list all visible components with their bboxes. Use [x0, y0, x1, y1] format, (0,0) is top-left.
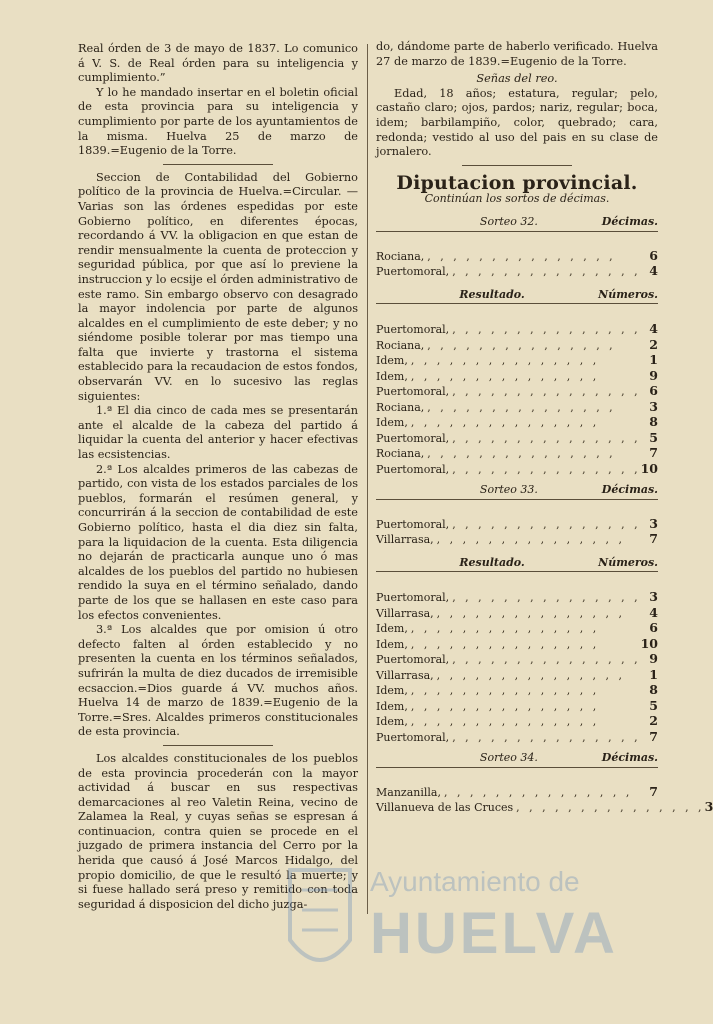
list-item-name: Puertomoral,	[376, 323, 450, 337]
list-item-name: Rociana,	[376, 447, 425, 461]
list-item	[376, 668, 658, 684]
list-item-name: Puertomoral,	[376, 591, 450, 605]
leader-dots: , , , , , , , , , , , , , , ,	[452, 385, 641, 399]
leader-dots: , , , , , , , , , , , , , , ,	[410, 699, 600, 713]
numeros-label: Números.	[598, 556, 658, 573]
list-item-name: Idem,	[376, 715, 408, 729]
right-column	[376, 40, 713, 816]
list-item-number: 2	[649, 336, 658, 352]
list-item	[376, 714, 658, 730]
list-item-number: 5	[649, 697, 658, 713]
diputacion-subtitle: Continúan los sortos de décimas.	[424, 192, 610, 206]
resultado-header	[376, 556, 658, 573]
leader-dots: , , , , , , , , , , , , , , ,	[410, 416, 600, 430]
leader-dots: , , , , , , , , , , , , , , ,	[410, 354, 600, 368]
leader-dots: , , , , , , , , , , , , , , ,	[410, 715, 600, 729]
separator-rule	[462, 165, 572, 166]
list-item	[376, 431, 658, 447]
decimas-label: Décimas.	[602, 751, 658, 768]
leader-dots: , , , , , , , , , , , , , , ,	[516, 801, 705, 815]
list-item-name: Idem,	[376, 416, 408, 430]
list-item	[376, 264, 658, 280]
list-item	[376, 785, 658, 801]
list-item-name: Villarrasa,	[376, 668, 434, 682]
spacer	[376, 308, 658, 322]
list-item	[376, 637, 658, 653]
diputacion-title: Diputacion provincial.	[396, 171, 638, 194]
paragraph-continuacion: do, dándome parte de haberlo verificado. Huelva 27 de marzo de 1839.=Eugenio de la Torre.	[376, 40, 658, 68]
separator-rule	[163, 164, 273, 165]
leader-dots: , , , , , , , , , , , , , , ,	[436, 668, 626, 682]
list-item-number: 2	[649, 713, 658, 729]
sorteo-header	[376, 751, 658, 768]
paragraph-senas: Edad, 18 años; estatura, regular; pelo, castaño claro; ojos, pardos; nariz, regular; boca, idem; barbilampiño, color, quebrado; cara, redonda; vestido al uso del pais en su clase de jornalero.	[376, 86, 658, 159]
list-item	[376, 322, 658, 338]
leader-dots: , , , , , , , , , , , , , , ,	[436, 606, 626, 620]
list-item	[376, 699, 658, 715]
list-item-number: 1	[649, 352, 658, 368]
list-item-number: 7	[649, 728, 658, 744]
column-divider	[367, 44, 368, 914]
list-item	[376, 532, 658, 548]
list-item-name: Idem,	[376, 369, 408, 383]
sorteos-container	[376, 214, 713, 816]
resultado-header	[376, 288, 658, 305]
list-item-number: 6	[649, 247, 658, 263]
list-item-number: 4	[649, 263, 658, 279]
list-item-name: Villarrasa,	[376, 533, 434, 547]
list-item	[376, 606, 658, 622]
spacer	[376, 771, 658, 785]
list-item-name: Puertomoral,	[376, 385, 450, 399]
decimas-label: Décimas.	[602, 483, 658, 500]
sorteo-header	[376, 483, 658, 500]
list-item-number: 1	[649, 666, 658, 682]
list-item	[376, 249, 658, 265]
list-item-name: Villarrasa,	[376, 606, 434, 620]
list-item-number: 3	[649, 589, 658, 605]
list-item-name: Villanueva de las Cruces	[376, 801, 514, 815]
list-item	[376, 590, 658, 606]
leader-dots: , , , , , , , , , , , , , , ,	[452, 591, 641, 605]
resultado-label: Resultado.	[376, 288, 598, 305]
list-item-number: 8	[649, 682, 658, 698]
list-item	[376, 446, 658, 462]
sorteo-title: Sorteo 33.	[376, 483, 602, 500]
list-item-number: 3	[704, 799, 713, 815]
leader-dots: , , , , , , , , , , , , , , ,	[410, 369, 600, 383]
list-item-number: 9	[649, 367, 658, 383]
decimas-label: Décimas.	[602, 215, 658, 232]
sorteo-header	[376, 215, 658, 232]
list-item	[376, 384, 658, 400]
leader-dots: , , , , , , , , , , , , , , ,	[452, 517, 641, 531]
paragraph-contabilidad: Seccion de Contabilidad del Gobierno político de la provincia de Huelva.=Circular. —Varias son las órdenes espedidas por este Gobierno político, en diferentes épocas, recordando á VV. la obligacion en que estan de rendir mensualmente la cuenta de proteccion y seguridad pública, por que así lo previene la instruccion y lo ecsije el órden administrativo de este ramo. Sin embargo observo con desagrado la mayor indolencia por parte de algunos alcaldes en el cumplimiento de este deber; y no siéndome posible tolerar por mas tiempo una falta que invierte y trastorna el sistema establecido para la recaudacion de estos fondos, observarán VV. en lo sucesivo las reglas siguientes:	[78, 170, 358, 403]
numeros-label: Números.	[598, 288, 658, 305]
list-item	[376, 799, 713, 816]
resultado-label: Resultado.	[376, 556, 598, 573]
spacer	[376, 503, 658, 517]
list-item-name: Puertomoral,	[376, 730, 450, 744]
list-item-number: 7	[649, 531, 658, 547]
list-item-number: 3	[649, 398, 658, 414]
list-item-number: 7	[649, 445, 658, 461]
leader-dots: , , , , , , , , , , , , , , ,	[452, 462, 641, 476]
leader-dots: , , , , , , , , , , , , , , ,	[410, 637, 600, 651]
list-item-name: Idem,	[376, 699, 408, 713]
list-item	[376, 462, 658, 478]
leader-dots: , , , , , , , , , , , , , , ,	[443, 785, 633, 799]
list-item	[376, 415, 658, 431]
list-item	[376, 683, 658, 699]
list-item-number: 8	[649, 414, 658, 430]
list-item-name: Puertomoral,	[376, 517, 450, 531]
list-item-name: Puertomoral,	[376, 462, 450, 476]
leader-dots: , , , , , , , , , , , , , , ,	[452, 730, 641, 744]
list-item-name: Rociana,	[376, 338, 425, 352]
list-item-name: Puertomoral,	[376, 265, 450, 279]
list-item-number: 10	[640, 460, 658, 476]
leader-dots: , , , , , , , , , , , , , , ,	[452, 431, 641, 445]
list-item-name: Idem,	[376, 637, 408, 651]
watermark	[280, 860, 660, 1000]
list-item-number: 6	[649, 620, 658, 636]
list-item-number: 7	[649, 783, 658, 799]
list-item-name: Manzanilla,	[376, 785, 441, 799]
list-item-number: 3	[649, 515, 658, 531]
list-item-number: 6	[649, 383, 658, 399]
paragraph-regla-3: 3.ª Los alcaldes que por omision ú otro defecto falten al órden establecido y no presenten la cuenta en los términos señalados, sufrirán la multa de diez ducados de irremisible ecsaccion.=Dios guarde á VV. muchos años. Huelva 14 de marzo de 1839.=Eugenio de la Torre.=Sres. Alcaldes primeros constitucionales de esta provincia.	[78, 623, 358, 739]
list-item	[376, 353, 658, 369]
paragraph-real-orden: Real órden de 3 de mayo de 1837. Lo comunico á V. S. de Real órden para su inteligencia y cumplimiento.”	[78, 42, 358, 85]
crest-icon	[280, 860, 360, 990]
leader-dots: , , , , , , , , , , , , , , ,	[410, 622, 600, 636]
spacer	[376, 576, 658, 590]
list-item	[376, 369, 658, 385]
left-column	[78, 42, 358, 912]
list-item-number: 4	[649, 604, 658, 620]
spacer	[376, 235, 658, 249]
leader-dots: , , , , , , , , , , , , , , ,	[427, 447, 616, 461]
paragraph-insertar: Y lo he mandado insertar en el boletin oficial de esta provincia para su inteligencia y cumplimiento por parte de los ayuntamientos de la misma. Huelva 25 de marzo de 1839.=Eugenio de la Torre.	[78, 85, 358, 158]
watermark-line2: HUELVA	[370, 901, 618, 966]
leader-dots: , , , , , , , , , , , , , , ,	[427, 249, 616, 263]
list-item	[376, 517, 658, 533]
paragraph-alcaldes-reo: Los alcaldes constitucionales de los pueblos de esta provincia procederán con la mayor actividad á buscar en sus respectivas demarcaciones al reo Valetin Reina, vecino de Zalamea la Real, y cuyas señas se espresan á continuacion, contra quien se procede en el juzgado de primera instancia del Cerro por la herida que causó á José Marcos Hidalgo, del propio domicilio, de que le resultó la muerte; y si fuese hallado será preso y remitido con toda seguridad á disposicion del dicho juzga-	[78, 751, 358, 911]
paragraph-regla-1: 1.ª El dia cinco de cada mes se presentarán ante el alcalde de la cabeza del partido á liquidar la cuenta del anterior y hacer efectivas las ecsistencias.	[78, 404, 358, 462]
separator-rule	[163, 745, 273, 746]
leader-dots: , , , , , , , , , , , , , , ,	[410, 684, 600, 698]
leader-dots: , , , , , , , , , , , , , , ,	[436, 533, 626, 547]
list-item	[376, 338, 658, 354]
list-item-name: Puertomoral,	[376, 431, 450, 445]
list-item-number: 9	[649, 651, 658, 667]
list-item-name: Idem,	[376, 354, 408, 368]
list-item	[376, 621, 658, 637]
list-item-name: Rociana,	[376, 249, 425, 263]
list-item-name: Rociana,	[376, 400, 425, 414]
leader-dots: , , , , , , , , , , , , , , ,	[452, 653, 641, 667]
list-item-number: 5	[649, 429, 658, 445]
list-item	[376, 652, 658, 668]
list-item	[376, 400, 658, 416]
leader-dots: , , , , , , , , , , , , , , ,	[452, 323, 641, 337]
list-item-number: 10	[640, 635, 658, 651]
sorteo-title: Sorteo 32.	[376, 215, 602, 232]
senas-title: Señas del reo.	[476, 72, 558, 86]
list-item-name: Idem,	[376, 684, 408, 698]
sorteo-title: Sorteo 34.	[376, 751, 602, 768]
watermark-line1: Ayuntamiento de	[370, 866, 580, 897]
leader-dots: , , , , , , , , , , , , , , ,	[427, 338, 616, 352]
list-item-name: Idem,	[376, 622, 408, 636]
leader-dots: , , , , , , , , , , , , , , ,	[452, 265, 641, 279]
list-item	[376, 730, 658, 746]
leader-dots: , , , , , , , , , , , , , , ,	[427, 400, 616, 414]
paragraph-regla-2: 2.ª Los alcaldes primeros de las cabezas de partido, con vista de los estados parciales de los pueblos, formarán el resúmen general, y concurrirán á la seccion de contabilidad de este Gobierno político, hasta el dia diez sin falta, para la liquidacion de la cuenta. Esta diligencia no dejarán de practicarla aunque uno ó mas alcaldes de los pueblos del partido no hubiesen rendido la suya en el término señalado, dando parte de los que se hallasen en este caso para los efectos convenientes.	[78, 462, 358, 622]
list-item-number: 4	[649, 321, 658, 337]
list-item-name: Puertomoral,	[376, 653, 450, 667]
